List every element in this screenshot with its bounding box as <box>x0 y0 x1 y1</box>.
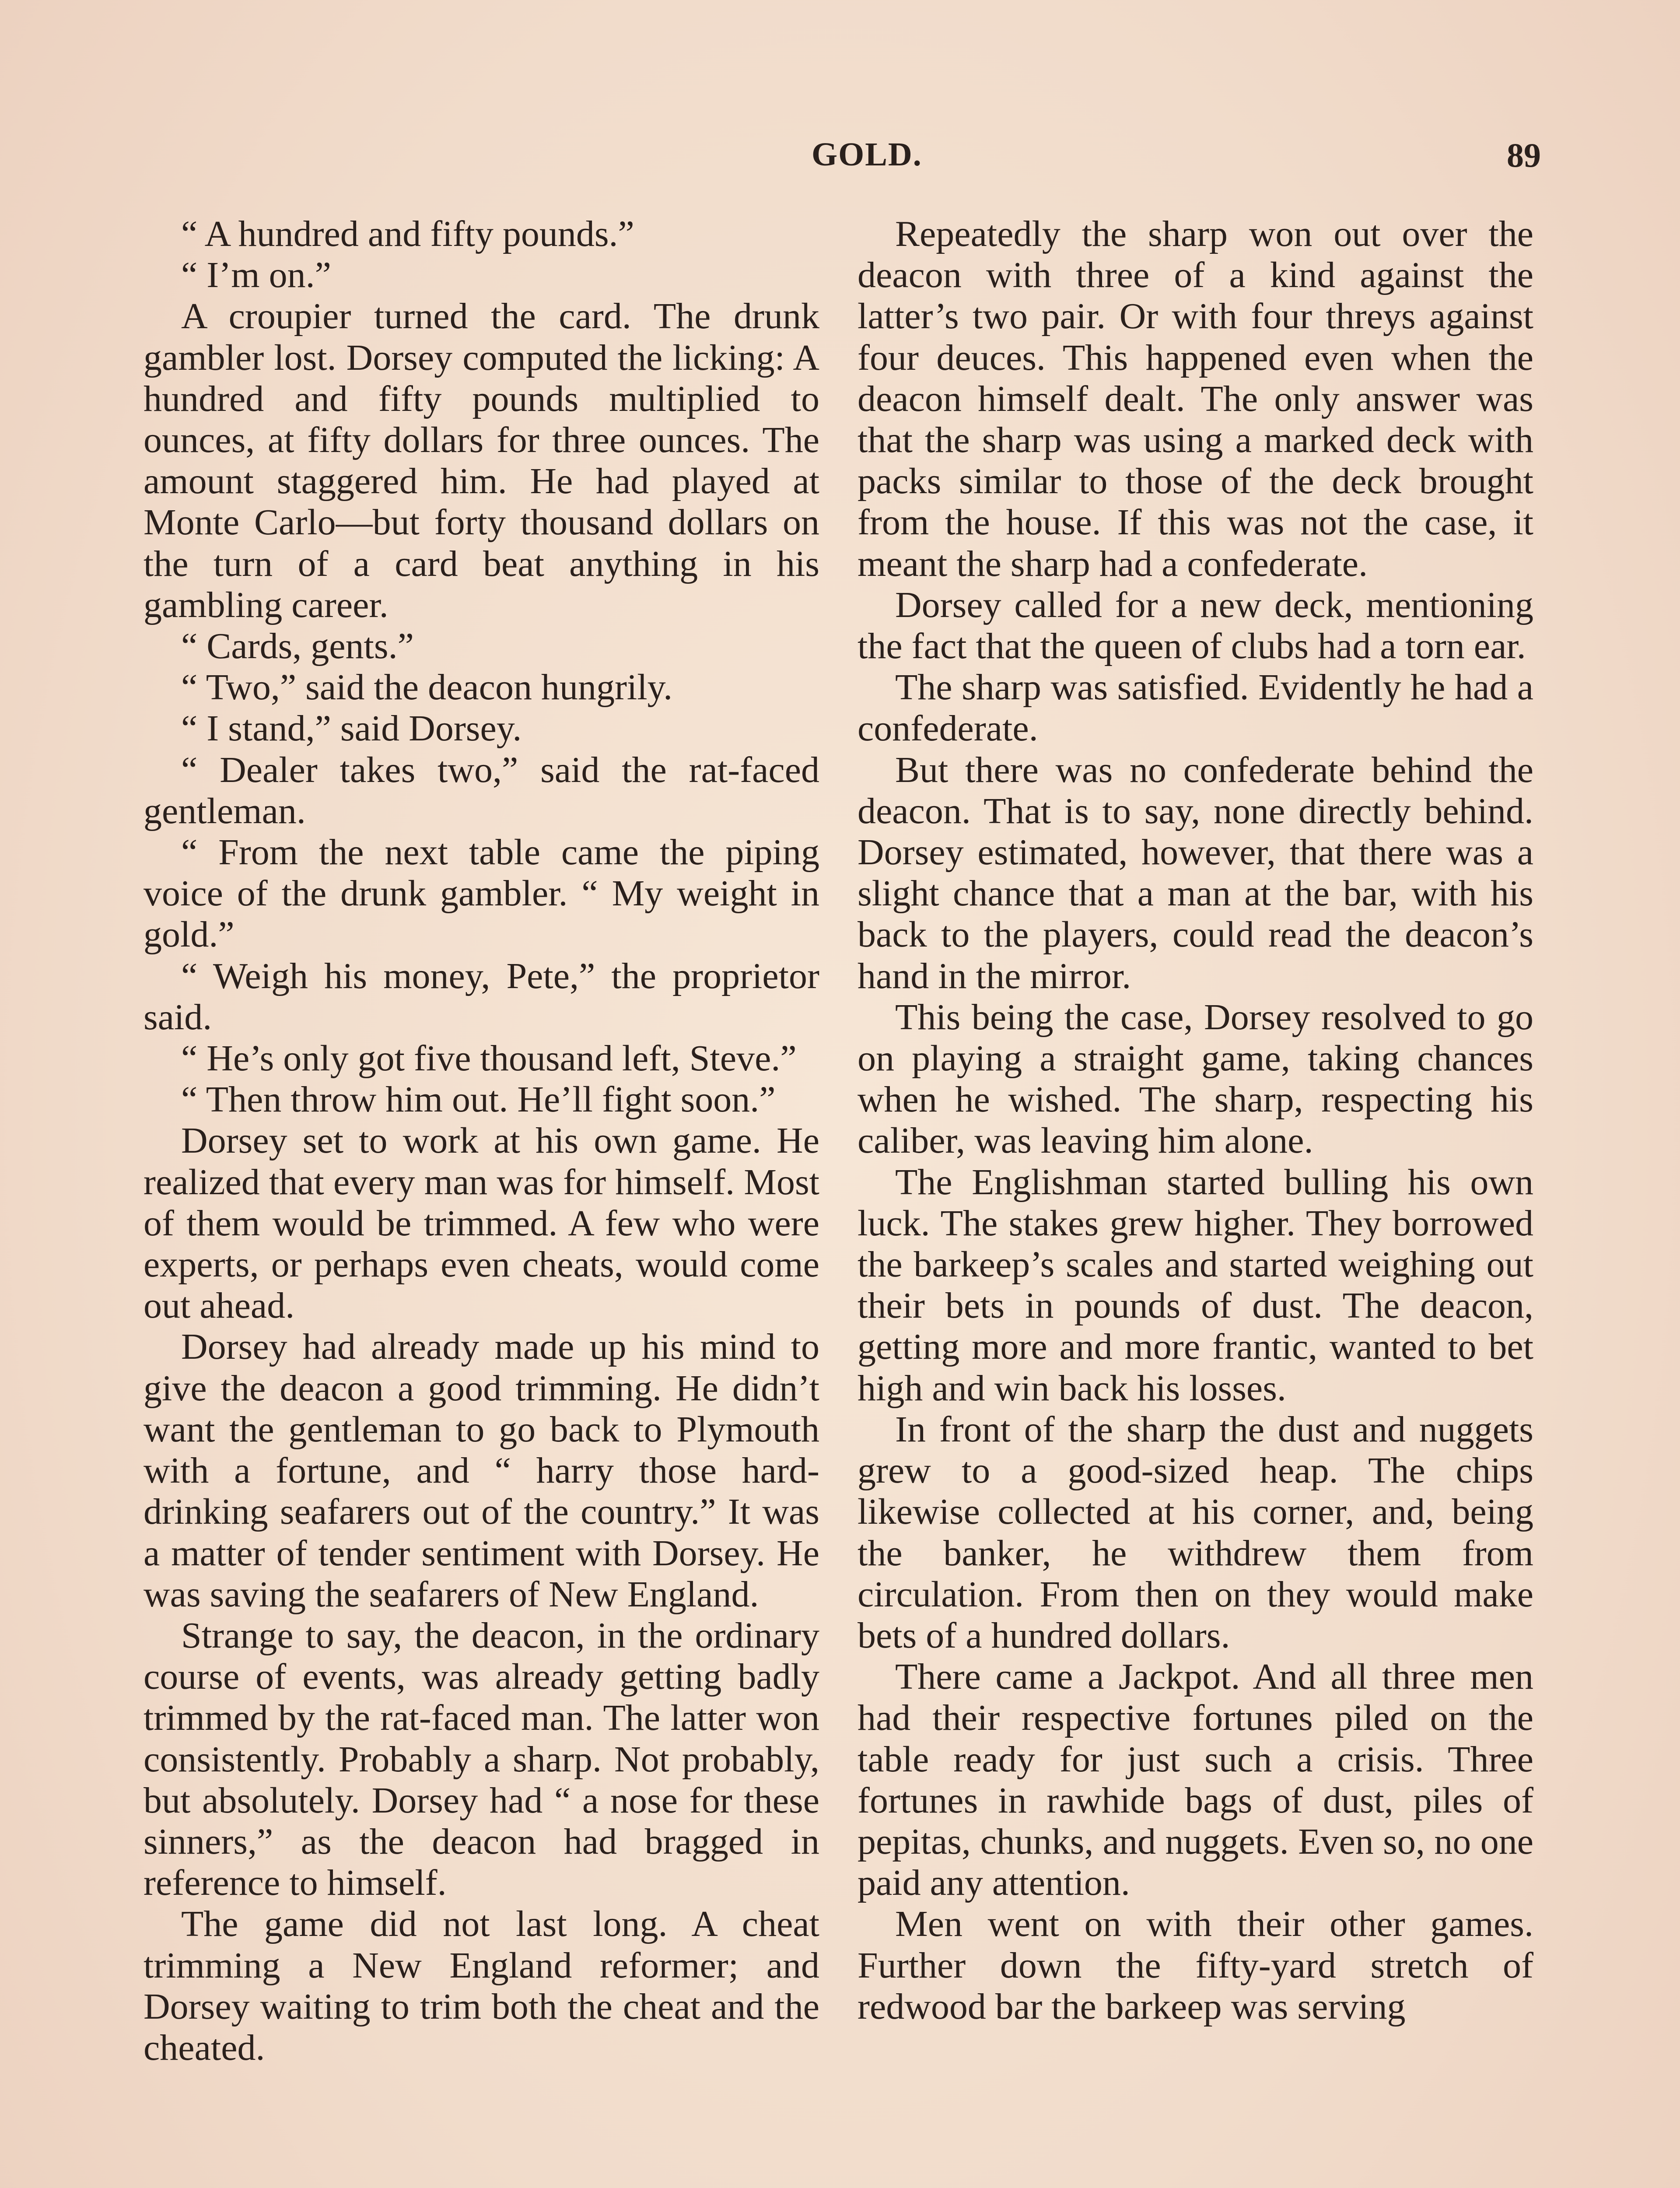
paragraph: “ Dealer takes two,” said the rat-faced gentleman. <box>144 749 819 831</box>
paragraph: But there was no confederate behind the deacon. That is to say, none directly behind. Dorsey estimated, however, that there was a slight chance that a man at the bar, with his back to the players, could read the deacon’s hand in the mirror. <box>858 749 1533 996</box>
paragraph: Dorsey called for a new deck, mentioning the fact that the queen of clubs had a torn ear. <box>858 584 1533 667</box>
left-column <box>144 214 819 2188</box>
paragraph: A croupier turned the card. The drunk gambler lost. Dorsey computed the licking: A hundred and fifty pounds multiplied to ounces, at fifty dollars for three ounces. The amount staggered him. He had played at Monte Carlo—but forty thousand dollars on the turn of a card beat anything in his gambling career. <box>144 296 819 625</box>
paragraph: In front of the sharp the dust and nuggets grew to a good-sized heap. The chips likewise collected at his corner, and, being the banker, he withdrew them from circulation. From then on they would make bets of a hundred dollars. <box>858 1409 1533 1656</box>
paragraph: The game did not last long. A cheat trimming a New England reformer; and Dorsey waiting to trim both the cheat and the cheated. <box>144 1904 819 2068</box>
paragraph: “ Cards, gents.” <box>181 626 414 667</box>
paragraph: The Englishman started bulling his own luck. The stakes grew higher. They borrowed the barkeep’s scales and started weighing out their bets in pounds of dust. The deacon, getting more and more frantic, wanted to bet high and win back his losses. <box>858 1161 1533 1409</box>
running-header <box>0 131 1680 179</box>
paragraph: “ From the next table came the piping voice of the drunk gambler. “ My weight in gold.” <box>144 832 819 955</box>
paragraph: “ I’m on.” <box>181 255 331 296</box>
paragraph: “ Weigh his money, Pete,” the proprietor said. <box>144 955 819 1038</box>
paragraph: “ A hundred and fifty pounds.” <box>181 214 634 254</box>
right-column <box>858 214 1533 2188</box>
paragraph: Dorsey set to work at his own game. He realized that every man was for himself. Most of them would be trimmed. A few who were experts, or perhaps even cheats, would come out ahead. <box>144 1120 819 1326</box>
paragraph: “ I stand,” said Dorsey. <box>181 708 522 749</box>
page-number: 89 <box>1507 136 1541 174</box>
paragraph: “ Two,” said the deacon hungrily. <box>181 667 673 708</box>
paragraph: Strange to say, the deacon, in the ordinary course of events, was already getting badly trimmed by the rat-faced man. The latter won consistently. Probably a sharp. Not probably, but absolutely. Dorsey had “ a nose for these sinners,” as the deacon had bragged in reference to himself. <box>144 1615 819 1904</box>
paragraph: The sharp was satisfied. Evidently he had a confederate. <box>858 667 1533 749</box>
paragraph: Dorsey had already made up his mind to give the deacon a good trimming. He didn’t want the gentleman to go back to Plymouth with a fortune, and “ harry those hard-drinking seafarers out of the country.” It was a matter of tender sentiment with Dorsey. He was saving the seafarers of New England. <box>144 1326 819 1615</box>
paragraph: “ Then throw him out. He’ll fight soon.” <box>181 1079 776 1120</box>
paragraph: Repeatedly the sharp won out over the deacon with three of a kind against the latter’s two pair. Or with four threys against four deuces. This happened even when the deacon himself dealt. The only answer was that the sharp was using a marked deck with packs similar to those of the deck brought from the house. If this was not the case, it meant the sharp had a confederate. <box>858 214 1533 584</box>
paragraph: “ He’s only got five thousand left, Steve.” <box>181 1038 797 1079</box>
paragraph: This being the case, Dorsey resolved to go on playing a straight game, taking chances when he wished. The sharp, respecting his caliber, was leaving him alone. <box>858 996 1533 1161</box>
paragraph: There came a Jackpot. And all three men had their respective fortunes piled on the table ready for just such a crisis. Three fortunes in rawhide bags of dust, piles of pepitas, chunks, and nuggets. Even so, no one paid any attention. <box>858 1656 1533 1904</box>
running-title: GOLD. <box>812 136 922 173</box>
paragraph: Men went on with their other games. Further down the fifty-yard stretch of redwood bar the barkeep was serving <box>858 1904 1533 2027</box>
